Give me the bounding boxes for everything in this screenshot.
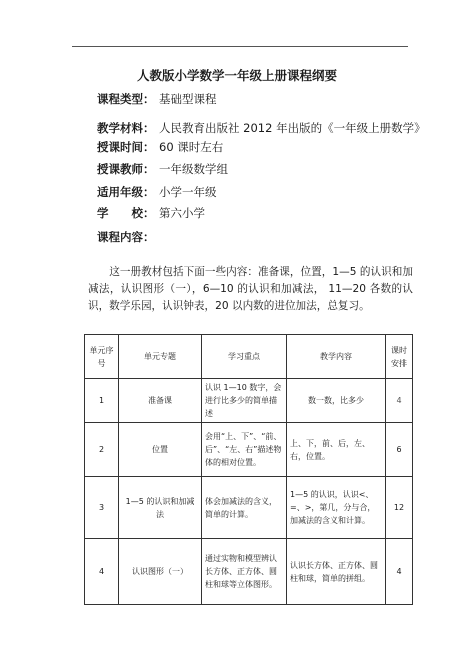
meta-value: 人民教育出版社 2012 年出版的《一年级上册数学》 bbox=[159, 121, 426, 135]
cell-focus: 通过实物和模型辨认长方体、正方体、圆柱和球等立体图形。 bbox=[202, 539, 287, 605]
meta-value: 小学一年级 bbox=[159, 185, 217, 199]
cell-content: 认识长方体、正方体、圆柱和球，简单的拼组。 bbox=[287, 539, 386, 605]
meta-row-content bbox=[97, 229, 159, 245]
table-row bbox=[85, 423, 413, 477]
meta-value: 60 课时左右 bbox=[159, 140, 224, 154]
cell-unit-topic: 1—5 的认识和加减法 bbox=[119, 477, 202, 539]
cell-content: 数一数，比多少 bbox=[287, 379, 386, 423]
meta-label: 学 校： bbox=[97, 206, 155, 220]
cell-focus: 认识 1—10 数字，会进行比多少的简单描述 bbox=[202, 379, 287, 423]
meta-label: 课程类型： bbox=[97, 92, 155, 106]
meta-row-school bbox=[97, 205, 205, 221]
cell-unit-no: 4 bbox=[85, 539, 119, 605]
cell-focus: 体会加减法的含义，简单的计算。 bbox=[202, 477, 287, 539]
table-header-row bbox=[85, 335, 413, 379]
meta-label: 教学材料： bbox=[97, 121, 155, 135]
header-rule bbox=[72, 46, 408, 47]
meta-label: 授课教师： bbox=[97, 162, 155, 176]
meta-value: 基础型课程 bbox=[159, 92, 217, 106]
header-unit-no: 单元序号 bbox=[85, 335, 119, 379]
cell-unit-topic: 位置 bbox=[119, 423, 202, 477]
cell-content: 1—5 的认识，认识<、=、>，第几，分与合，加减法的含义和计算。 bbox=[287, 477, 386, 539]
meta-row-grade bbox=[97, 184, 217, 200]
cell-hours: 4 bbox=[386, 539, 413, 605]
cell-unit-topic: 准备课 bbox=[119, 379, 202, 423]
header-hours: 课时安排 bbox=[386, 335, 413, 379]
cell-unit-no: 3 bbox=[85, 477, 119, 539]
meta-label: 适用年级： bbox=[97, 185, 155, 199]
intro-paragraph: 这一册教材包括下面一些内容：准备课，位置，1—5 的认识和加减法，认识图形（一），6—10 的认识和加减法， 11—20 各数的认识，数学乐园，认识钟表，20 以内数的进位加法，总复习。 bbox=[88, 266, 413, 312]
header-content: 教学内容 bbox=[287, 335, 386, 379]
meta-row-teacher bbox=[97, 161, 228, 177]
meta-value: 一年级数学组 bbox=[159, 162, 228, 176]
meta-label: 授课时间： bbox=[97, 140, 155, 154]
cell-content: 上、下，前、后，左、右，位置。 bbox=[287, 423, 386, 477]
table-row bbox=[85, 477, 413, 539]
header-focus: 学习重点 bbox=[202, 335, 287, 379]
cell-unit-no: 1 bbox=[85, 379, 119, 423]
course-table bbox=[84, 334, 413, 605]
cell-hours: 4 bbox=[386, 379, 413, 423]
table-row bbox=[85, 379, 413, 423]
table-row bbox=[85, 539, 413, 605]
meta-label: 课程内容： bbox=[97, 230, 155, 244]
cell-hours: 12 bbox=[386, 477, 413, 539]
header-unit-topic: 单元专题 bbox=[119, 335, 202, 379]
meta-row-time bbox=[97, 139, 223, 155]
cell-focus: 会用“上、下”、“前、后”、“左、右”描述物体的相对位置。 bbox=[202, 423, 287, 477]
meta-value: 第六小学 bbox=[159, 206, 205, 220]
document-title: 人教版小学数学一年级上册课程纲要 bbox=[136, 68, 337, 83]
cell-hours: 6 bbox=[386, 423, 413, 477]
meta-row-materials bbox=[97, 120, 426, 136]
meta-row-course-type bbox=[97, 91, 217, 107]
cell-unit-no: 2 bbox=[85, 423, 119, 477]
cell-unit-topic: 认识图形（一） bbox=[119, 539, 202, 605]
